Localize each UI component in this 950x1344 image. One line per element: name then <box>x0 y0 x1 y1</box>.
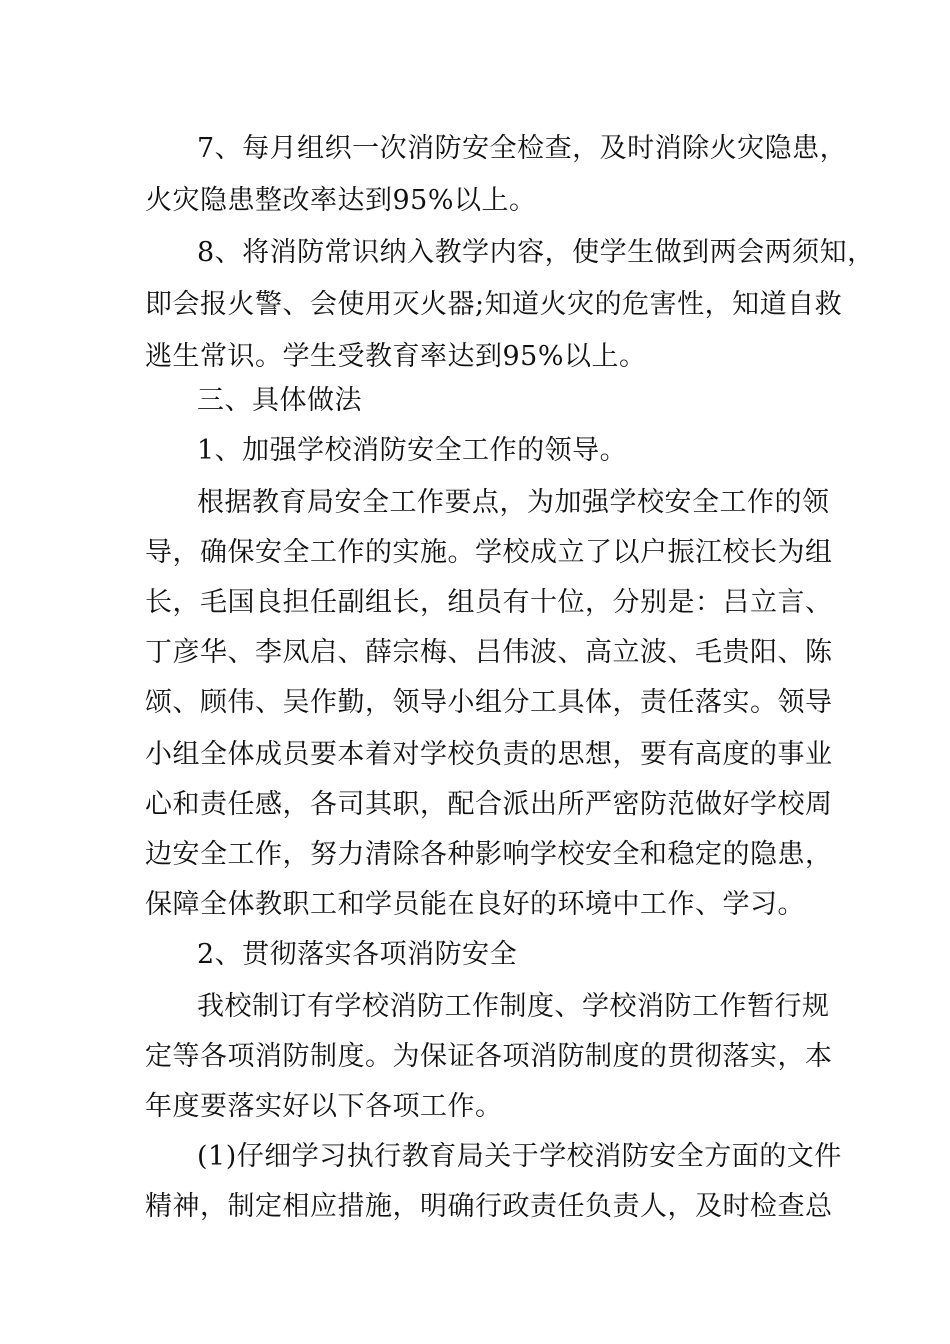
text-line: 丁彦华、李凤启、薛宗梅、吕伟波、高立波、毛贵阳、陈 <box>145 637 833 668</box>
text-line: 即会报火警、会使用灭火器;知道火灾的危害性，知道自救 <box>145 289 843 320</box>
text-line: 火灾隐患整改率达到95%以上。 <box>145 185 537 216</box>
text-line: 保障全体教职工和学员能在良好的环境中工作、学习。 <box>145 889 805 920</box>
text-line: 8、将消防常识纳入教学内容，使学生做到两会两须知， <box>197 237 875 268</box>
text-line: 心和责任感，各司其职，配合派出所严密防范做好学校周 <box>145 789 833 820</box>
text-line: 根据教育局安全工作要点，为加强学校安全工作的领 <box>197 487 830 518</box>
text-line: 边安全工作，努力清除各种影响学校安全和稳定的隐患， <box>145 839 833 870</box>
text-line: (1)仔细学习执行教育局关于学校消防安全方面的文件 <box>197 1141 842 1172</box>
text-line: 年度要落实好以下各项工作。 <box>145 1091 503 1122</box>
section-heading: 三、具体做法 <box>197 385 362 416</box>
subsection-heading: 1、加强学校消防安全工作的领导。 <box>197 435 628 466</box>
text-line: 我校制订有学校消防工作制度、学校消防工作暂行规 <box>197 991 830 1022</box>
text-line: 7、每月组织一次消防安全检查，及时消除火灾隐患， <box>197 133 848 164</box>
text-line: 颂、顾伟、吴作勤，领导小组分工具体，责任落实。领导 <box>145 687 833 718</box>
subsection-heading: 2、贯彻落实各项消防安全 <box>197 939 518 970</box>
text-line: 长，毛国良担任副组长，组员有十位，分别是：吕立言、 <box>145 587 833 618</box>
text-line: 精神，制定相应措施，明确行政责任负责人，及时检查总 <box>145 1191 833 1222</box>
text-line: 小组全体成员要本着对学校负责的思想，要有高度的事业 <box>145 739 833 770</box>
text-line: 导，确保安全工作的实施。学校成立了以户振江校长为组 <box>145 537 833 568</box>
text-line: 逃生常识。学生受教育率达到95%以上。 <box>145 341 647 372</box>
text-line: 定等各项消防制度。为保证各项消防制度的贯彻落实，本 <box>145 1041 833 1072</box>
